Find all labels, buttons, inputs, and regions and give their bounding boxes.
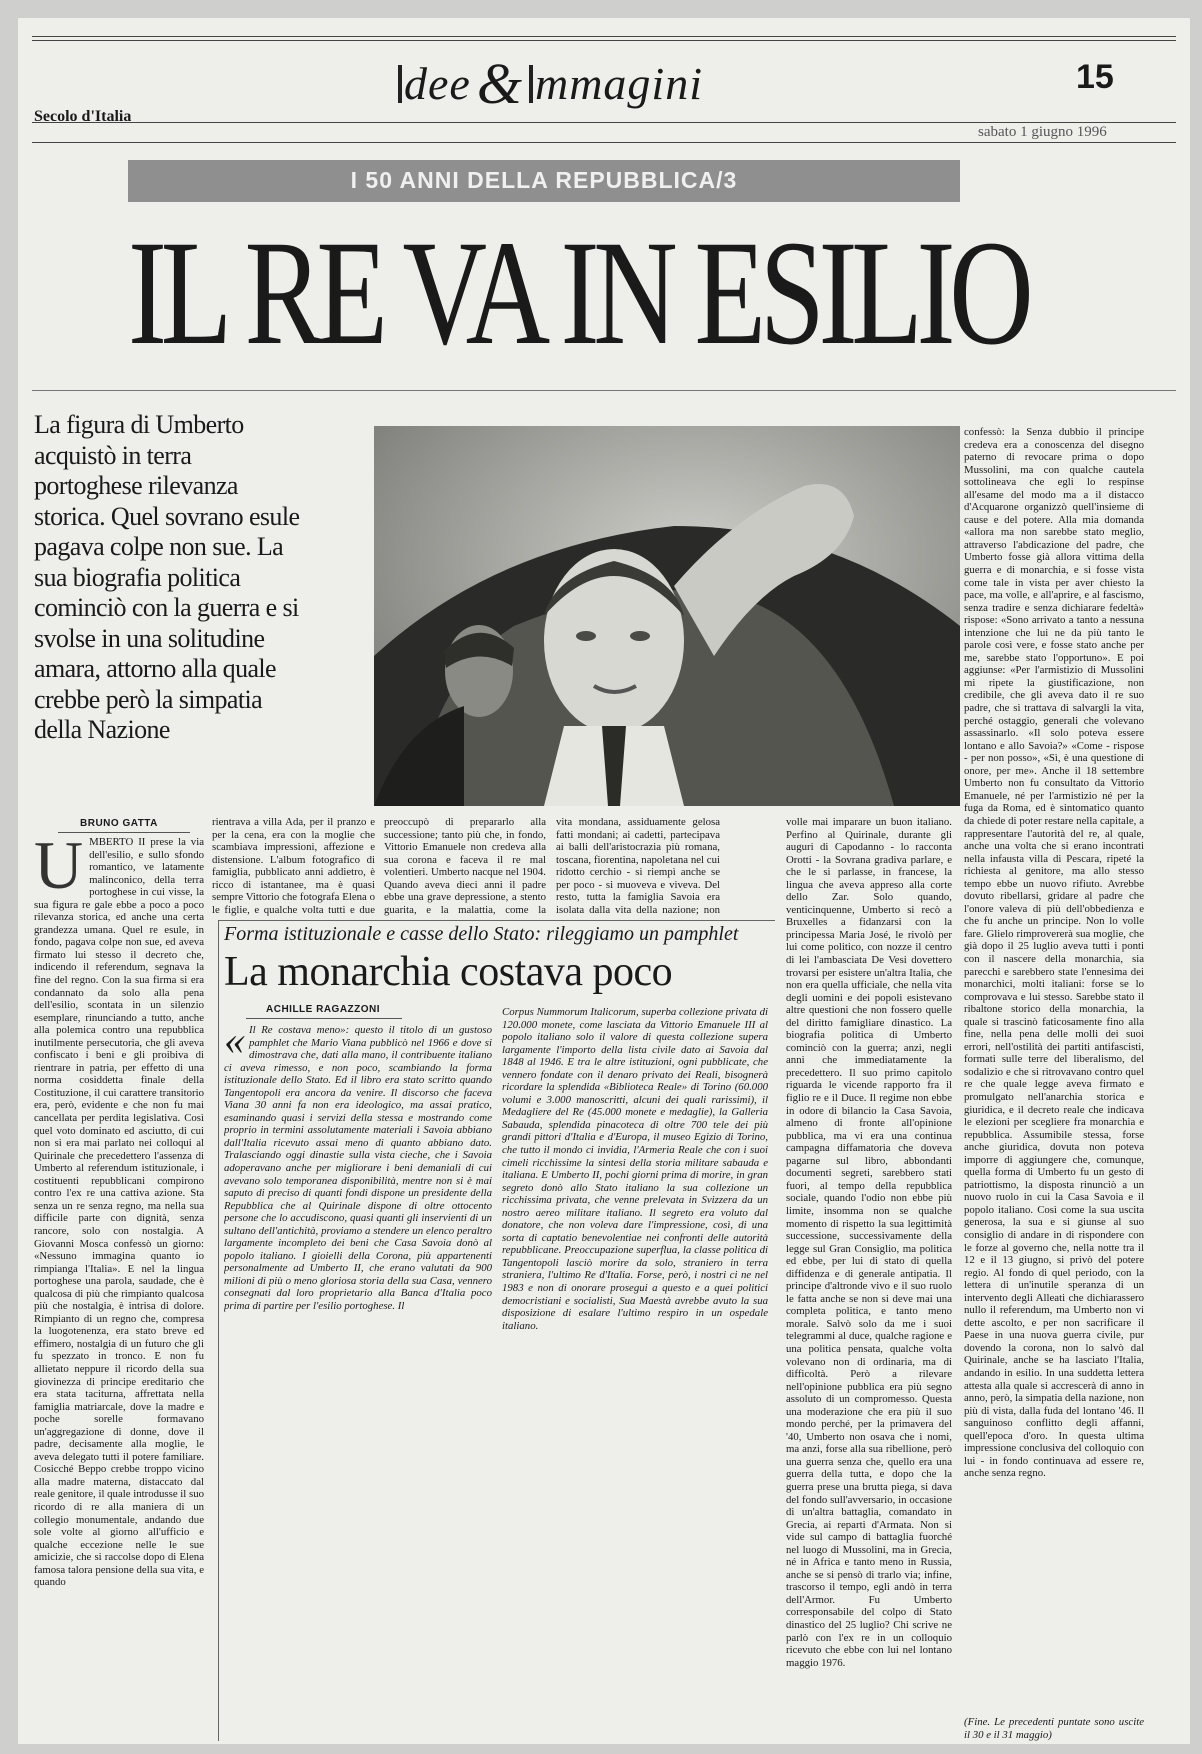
top-rule [32,36,1176,37]
main-column-2 [212,816,375,916]
main-column-6-text: confessò: la Senza dubbio il principe credeva era a conoscenza del disegno paterno di revocare prima o dopo Mussolini, ma con qualche cautela sottolineava che egli lo respinse all'esame del modo ma a il distacco d'Acquarone organizzò quell'insieme di cause e del potere. Alla mia domanda «allora ma non sarebbe stato meglio, attraverso l'abdicazione del padre, che Umberto fosse già allora vittima della guerra e di monarchia, e si fosse vista come tale in vista per aver chiesto la pace, ma volle, e all'aprire, e al fascismo, senza tradire e senza dichiarare fedeltà» rispose: «Sono arrivato a tanto a nessuna intenzione che lui ne da più tanto le parole così vere, e fosse stato anche per me, sarebbe stato l'opportuno». E poi aggiunse: «Per l'armistizio di Mussolini mi ripete la giustificazione, non credibile, che gli aveva dato il re suo padre, che si trattava di salvargli la vita, perché ostaggio, generali che volevano assassinarlo. «Il solo poteva essere lontano e allo Savoia?» «Come - rispose - per non posso», «Sì, è una questione di onore, per me». Anche il 18 settembre Umberto non fu consultato da Vittorio Emanuele, né per l'armistizio né per la fuga da Roma, ed è sintomatico quanto da chiede di poter restare nella capitale, a rappresentare l'autorità del re, al quale, anche una volta che si erano incontrati nella infausta villa di Pescara, ripeté la richiesta al genitore, ma allo stesso tempo ebbe un nuovo rifiuto. Avrebbe dovuto ribellarsi, gridare al padre che l'onore valeva di più dell'obbedienza e che fu anche un principe. Non lo volle fare. Glielo rimprovererà sua moglie, che già dopo il 25 luglio aveva tutti i ponti con il nascere della monarchia, sia parecchi e sarebbero state l'ennesima dei monarchici, molti italiani: forse se lo comprovava e lui stesso. Sarebbe stato il ribaltone storico della monarchia, la quale si trascinò faticosamente fino alla fine, nella pena delle molli dei suoi errori, nell'ostilità dei partiti antifascisti, formati sulle terre del liberalismo, del sodalizio e che si ritrovavano contro quel re che quale legge aveva firmato e promulgato nell'anarchia storica e giuridica, e il decreto reale che indicava le elezioni per scegliere fra monarchia e repubblica. Assumibile stessa, forse anche giuridica, dovuta non poteva imporre di aggiungere che, comunque, quella forma di Umberto fu un gesto di patriottismo, la disposta rinunciò a un nuovo ruolo in cui la Casa Savoia e il popolo italiano. Così come la sua uscita generosa, la sua e si giunse al suo consiglio di andare in di rispondere con le forze al governo che, nella notte tra il 12 e il 13 giugno, si privò del potere regio. Al fondo di quel periodo, con la lettera di un'inutile speranza di un intervento degli Alleati che dichiarassero nullo il referendum, ma Umberto non vi dette ascolto, e per non sacrificare il Paese in una nuova guerra civile, pur dovendo la corona, non lo salvò dal Quirinale, anche se ha lasciato l'Italia, andando in esilio. In una suddetta lettera attesta alla quale si accrescerà di anno in anno, però, la simpatia della nazione, non più di vista, dalla fuda del lontano '46. Il sanguinoso conflitto degli affanni, quell'epoca d'oro. In questa ultima impressione conclusiva del colloquio con lui - in fondo continuava ad essere re, anche senza regno. [964,426,1144,1480]
main-column-4 [556,816,720,916]
deck: La figura di Umberto acquistò in terra portoghese rilevanza storica. Quel sovrano esule pagava colpe non sue. La sua biografia politica cominciò con la guerra e si svolse in una solitudine amara, attorno alla quale crebbe però la simpatia della Nazione [34,410,300,744]
main-column-6 [964,426,1144,1716]
main-column-3 [384,816,546,916]
dropcap: U [34,836,84,903]
series-label: I 50 ANNI DELLA REPUBBLICA/3 [350,167,738,193]
newspaper-page [18,18,1190,1744]
byline-rule [58,832,190,833]
issue-date: sabato 1 giugno 1996 [978,124,1107,140]
header-rule [32,122,1176,123]
sub-byline: ACHILLE RAGAZZONI [266,1004,381,1015]
sub-column-1 [224,1024,492,1736]
top-rule-thin [32,40,1176,41]
main-column-1-text: MBERTO II prese la via dell'esilio, e sullo sfondo romantico, ve latamente malinconico, della terra portoghese in cui visse, la sua figura re gale ebbe a poco a poco rilevanza storica, ed anche una certa grandezza umana. Quel re esule, in fondo, pagava colpe non sue, ed aveva firmato lui stesso il decreto che, indicendo il referendum, segnava la fine del regno. Con la sua firma si era condannato da solo alla pena dell'esilio, scontata in un silenzio esemplare, rinunciando a tutto, anche alla polemica contro una repubblica inutilmente persecutoria, che gli aveva confiscato i beni e gli proibiva di rientrare in patria, per effetto di una norma cosiddetta finale della Costituzione, il cui carattere transitorio era, però, evidente e che non fu mai cancellata per perdita legislativa. Così quel voto dominato ed asciutto, di cui non si era mai parlato nei colloqui al Quirinale che precedettero l'assenza di Umberto al referendum istituzionale, i costituenti repubblicani compirono contro l'ex re una cattiva azione. Sta senza un re senza regno, ma nella sua difficile parte con dignità, senza rancore, solo con nostalgia. A Giovanni Mosca confessò un giorno: «Nessuno immagina quanto io rimpianga l'Italia». E nel la lingua portoghese una parola, saudade, che è qualcosa di più che rimpianto qualcosa più che nostalgia, è intrisa di dolore. Rimpianto di un regno che, compresa la luogotenenza, era stato breve ed effimero, nostalgia di un futuro che gli fu spezzato in tronco. E non fu allietato neppure il ricordo della sua giovinezza di principe ereditario che era stata taciturna, affrettata nella famiglia matriarcale, dove la madre e poche sorelle formavano un'aggregazione di donne, dove il padre, decisamente alla moglie, le aveva delegato tutti il potere familiare. Cosicché Beppo crebbe troppo vicino alla madre materna, distaccato dal reale genitore, il quale introdusse il suo ricordo di re alla maniera di un collegio monumentale, andando due sole volte al giorno all'ufficio e qualche eccezione nelle le sue amicizie, che si raccolse dopo di Elena famosa talora pensione della sua vita, e quando [34,836,204,1589]
main-column-1 [34,836,204,1736]
sub-column-2-text: Corpus Nummorum Italicorum, superba collezione privata di 120.000 monete, come lasciata da Vittorio Emanuele III al popolo italiano solo il valore di questa collezione supera largamente l'importo della lista civile dato ai Savoia dal 1848 al 1946. E tra le altre istituzioni, ogni pubblicate, che vennero fondate con il denaro privato dei Reali, bisognerà ricordare la splendida «Biblioteca Reale» di Torino (60.000 volumi e 3.000 manoscritti, alcuni dei quali rarissimi), il Medagliere del Re (45.000 monete e medaglie), la Galleria Sabauda, splendida pinacoteca di oltre 700 tele dei più grandi pittori d'Italia e d'Europa, il museo Egizio di Torino, che tutto il mondo ci invidia, l'Armeria Reale che con i suoi cimeli ricchissime la sintesi della storia militare sabauda e italiana. E Umberto II, pochi giorni prima di morire, in gran segreto donò allo Stato italiano la sua collezione un ricchissima privata, che venne prelevata in Svizzera da un nostro aereo militare italiano. Il segreto era voluto dal donatore, che non voleva dare l'impressione, così, di una sorta di captatio benevolentiae nei confronti delle autorità repubblicane. Preoccupazione superflua, la classe politica di Tangentopoli lasciò morire da solo, straniero in terra straniera, l'ultimo Re d'Italia. Forse, però, i nostri ci ne nel 1983 e non di onorare prosegui a questo e a quei politici democristiani e socialisti, Sua Maestà avrebbe avuto la sua disposizione di esalare l'ultimo respiro in un ospedale italiano. [502,1006,768,1332]
sub-title: La monarchia costava poco [224,949,673,995]
headline: IL RE VA IN ESILIO [128,210,1028,376]
sub-byline-rule [246,1018,402,1019]
quote-mark-icon: « [224,1024,245,1064]
header-rule-bottom [32,142,1176,143]
main-column-2-text: rientrava a villa Ada, per il pranzo e per la cena, era con la moglie che scambiava impressioni, affezione e distensione. L'album fotografico di famiglia, pubblicato anni addietro, è ricco di istantanee, ma è quasi sempre Vittorio che fotografa Elena o le figlie, e qualche volta tutti e due [212,816,375,916]
series-banner [128,160,960,202]
section-initial-block [398,65,402,103]
section-initial-block-2 [529,65,533,103]
main-column-5 [786,816,952,1736]
sub-kicker: Forma istituzionale e casse dello Stato: rileggiamo un pamphlet [224,923,739,945]
photo-umberto [374,426,960,806]
section-title-amp: & [476,51,523,116]
main-column-5-text: volle mai imparare un buon italiano. Perfino al Quirinale, durante gli auguri di Capodanno - lo racconta Orotti - la Sovrana gradiva parlare, e che le si parlasse, in francese, la lingua che aveva appreso alla corte dello Zar. Solo quando, venticinquenne, Umberto si recò a Bruxelles a fidanzarsi con la principessa Maria José, le rivolò per lui come politico, con nozze il centro di lei l'ambasciata De Vesi dovettero trovarsi per esistere un'altra Italia, che non era quella ufficiale, che nella vita degli uomini e dei popoli esistevano altre questioni che non fossero quelle del diritto famigliare dinastico. La biografia politica di Umberto cominciò con la guerra; anzi, negli anni che immediatamente la precedettero. Il suo primo capitolo riguarda le vicende rapporto fra il figlio re e il Duce. Il regime non ebbe in odore di bilancio la Casa Savoia, almeno di fronte all'opinione pubblica, ma vi era una continua campagna diffamatoria che doveva pagarne sul libro, abbondanti documenti segreti, sarebbero stati fuori, al tempo della repubblica sociale, quando l'odio non ebbe più limite, insomma non se qualche momento di rispetto la sua legittimità successione, successivamente della legge sul Gran Consiglio, ma politica ed ebbe, per lui di stato di quella diffidenza e di generale antipatia. Il principe d'altronde vivo e il suo ruolo le fatta anche se non si deve mai una completa politica, e tanto meno morale. Salvò solo da me i suoi telegrammi al duce, qualche ragione e una politica pensata, qualche volta volevano non di ordinaria, ma di difficoltà. Però a rilevare nell'opinione pubblica era più segno assoluto di un compromesso. Questa una moderazione che era più il suo mondo perché, per la primavera del '40, Umberto non osava che i nomi, ma anzi, forse alla sua ribellione, però una guerra senza che, quello era una guerra della tutta, e dopo che la guerra prese una brutta piega, si dava del fondo sull'avversario, in occasione di un'altra battaglia, comandato in Grecia, ai reparti d'Armata. Non si vide sul campo di battaglia fuorché nel luogo di Mussolini, ma in Grecia, né in Africa e tanto meno in Russia, anche se si pensò di trarlo via; infine, trascorso il tempo, egli andò in terra dell'Armor. Fu Umberto corresponsabile del colpo di Stato dinastico del 25 luglio? Chi scrive ne parlò con l'ex re in un colloquio ricevuto che ebbe con lui nel lontano maggio 1976. [786,816,952,1669]
endnote-text: (Fine. Le precedenti puntate sono uscite il 30 e il 31 maggio) [964,1716,1144,1741]
page-number: 15 [1076,58,1114,96]
section-title-part1: dee [404,58,471,109]
main-byline: BRUNO GATTA [80,818,158,829]
section-title [398,50,703,117]
endnote [964,1716,1144,1742]
main-column-4-text: vita mondana, assiduamente gelosa fatti mondani; ai cadetti, partecipava ai balli dell'aristocrazia più romana, toscana, fiorentina, napoletana nel cui ridotto cerchio - si riempì anche se per poco - si muoveva e viveva. Del resto, tutta la famiglia Savoia era isolata dalla vita della nazione; non [556,816,720,916]
main-column-3-text: preoccupò di prepararlo alla successione; tanto più che, in fondo, Vittorio Emanuele non credeva alla sua corona e faceva il re mal volentieri. Umberto nacque nel 1904. Quando aveva dieci anni il padre ebbe una grave depressione, a stento guarita, e la malattia, come la [384,816,546,916]
sub-column-2 [502,1006,768,1736]
sub-column-1-text: Il Re costava meno»: questo il titolo di un gustoso pamphlet che Mario Viana pubblicò nel 1966 e dove si dimostrava che, dati alla mano, il contribuente italiano ci aveva rimesso, e non poco, scambiando la forma istituzionale dello Stato. Ed il libro era stato scritto quando Tangentopoli era ancora da venire. Il discorso che faceva Viana 30 anni fa non era ideologico, ma assai pratico, esaminando quasi i servizi della stessa e mostrando come proprio in termini assolutamente materiali i Savoia abbiano dall'Italia ricevuto assai meno di quanto abbiano dato. Tralasciando oggi dinastie sulla vista cieche, che i Savoia adoperavano anche per migliorare i beni demaniali di cui avevano solo temporanea disponibilità, mentre non si è mai saputo di preciso di quanti fondi dispone un presidente della Repubblica che al Quirinale dispone di oltre ottocento persone che lo accudiscono, quasi quanti gli inservienti di un sultano dell'antichità, proviamo a stendere un elenco peraltro largamente incompleto dei beni che Casa Savoia donò al popolo italiano. I gioielli della Corona, più appartenenti personalmente ad Umberto II, che erano valutati da 900 milioni di più o meno gloriosa storia della sua Casa, vennero consegnati dal loro proprietario alla Banca d'Italia poco prima di partire per l'esilio portoghese. Il [224,1024,492,1313]
paper-name: Secolo d'Italia [34,108,132,125]
section-title-part2: mmagini [534,58,703,109]
photo-illustration [374,426,960,806]
headline-rule [32,390,1176,391]
